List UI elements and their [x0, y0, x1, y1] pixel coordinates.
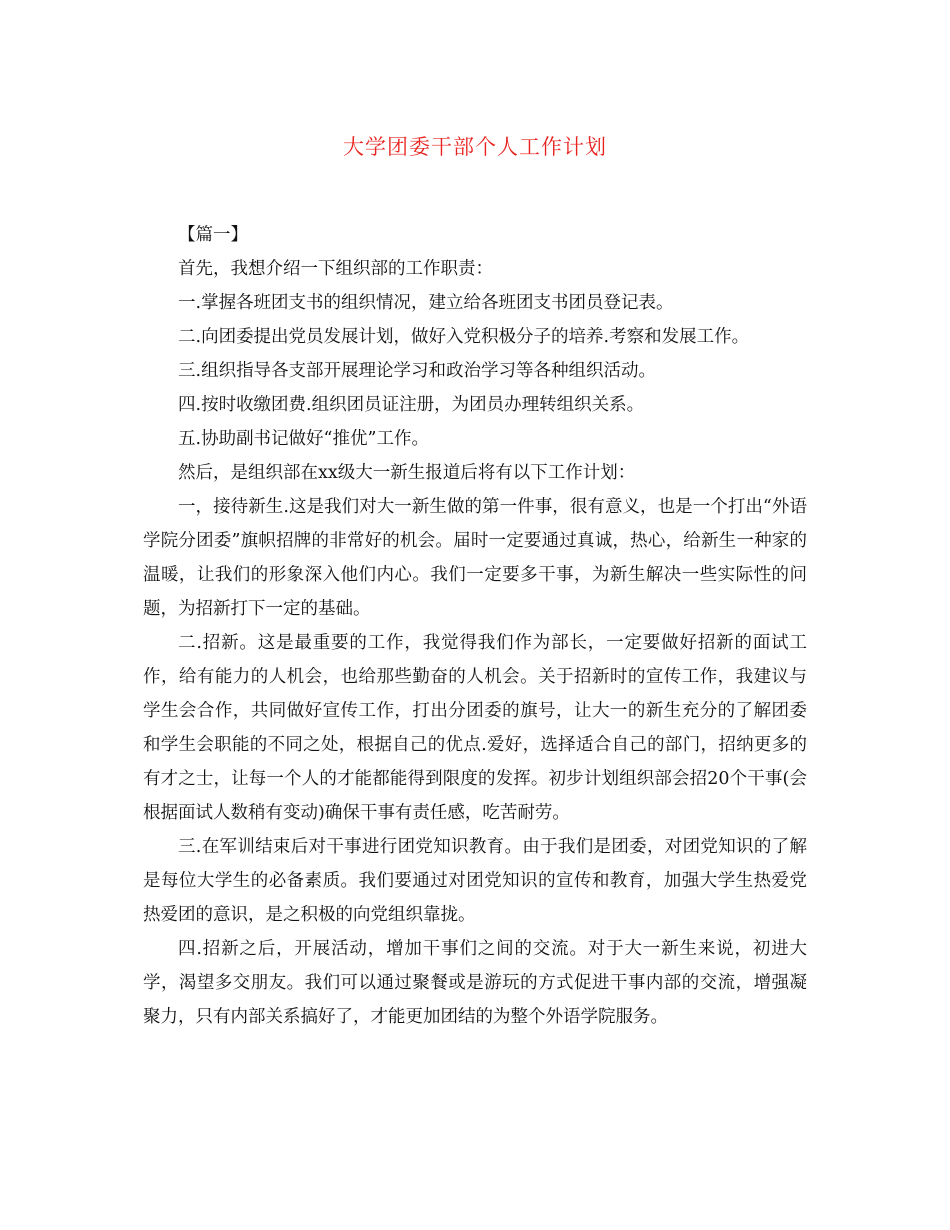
paragraph: 然后，是组织部在xx级大一新生报道后将有以下工作计划：: [178, 463, 636, 483]
paragraph: 四.按时收缴团费.组织团员证注册，为团员办理转组织关系。: [178, 395, 645, 415]
paragraph: 一.掌握各班团支书的组织情况，建立给各班团支书团员登记表。: [178, 293, 674, 313]
paragraph: 首先，我想介绍一下组织部的工作职责：: [178, 259, 493, 279]
paragraph: 一，接待新生.这是我们对大一新生做的第一件事，很有意义，也是一个打出“外语学院分团委”旗帜招牌的非常好的机会。届时一定要通过真诚，热心，给新生一种家的温暖，让我们的形象深入他们内心。我们一定要多干事，为新生解决一些实际性的问题，为招新打下一定的基础。: [143, 497, 807, 619]
paragraph: 二.向团委提出党员发展计划，做好入党积极分子的培养.考察和发展工作。: [178, 327, 750, 347]
paragraph: 三.组织指导各支部开展理论学习和政治学习等各种组织活动。: [178, 361, 657, 381]
section-label: 【篇一】: [178, 225, 248, 245]
paragraph: 三.在军训结束后对干事进行团党知识教育。由于我们是团委，对团党知识的了解是每位大学生的必备素质。我们要通过对团党知识的宣传和教育，加强大学生热爱党热爱团的意识，是之积极的向党组织靠拢。: [143, 837, 807, 925]
document-title: 大学团委干部个人工作计划: [343, 135, 607, 159]
paragraph: 五.协助副书记做好“推优”工作。: [178, 429, 429, 449]
document-body: [143, 218, 807, 1034]
paragraph: 二.招新。这是最重要的工作，我觉得我们作为部长，一定要做好招新的面试工作，给有能力的人机会，也给那些勤奋的人机会。关于招新时的宣传工作，我建议与学生会合作，共同做好宣传工作，打出分团委的旗号，让大一的新生充分的了解团委和学生会职能的不同之处，根据自己的优点.爱好，选择适合自己的部门，招纳更多的有才之士，让每一个人的才能都能得到限度的发挥。初步计划组织部会招20个干事(会根据面试人数稍有变动)确保干事有责任感，吃苦耐劳。: [143, 633, 807, 823]
paragraph: 四.招新之后，开展活动，增加干事们之间的交流。对于大一新生来说，初进大学，渴望多交朋友。我们可以通过聚餐或是游玩的方式促进干事内部的交流，增强凝聚力，只有内部关系搞好了，才能更加团结的为整个外语学院服务。: [143, 939, 807, 1027]
